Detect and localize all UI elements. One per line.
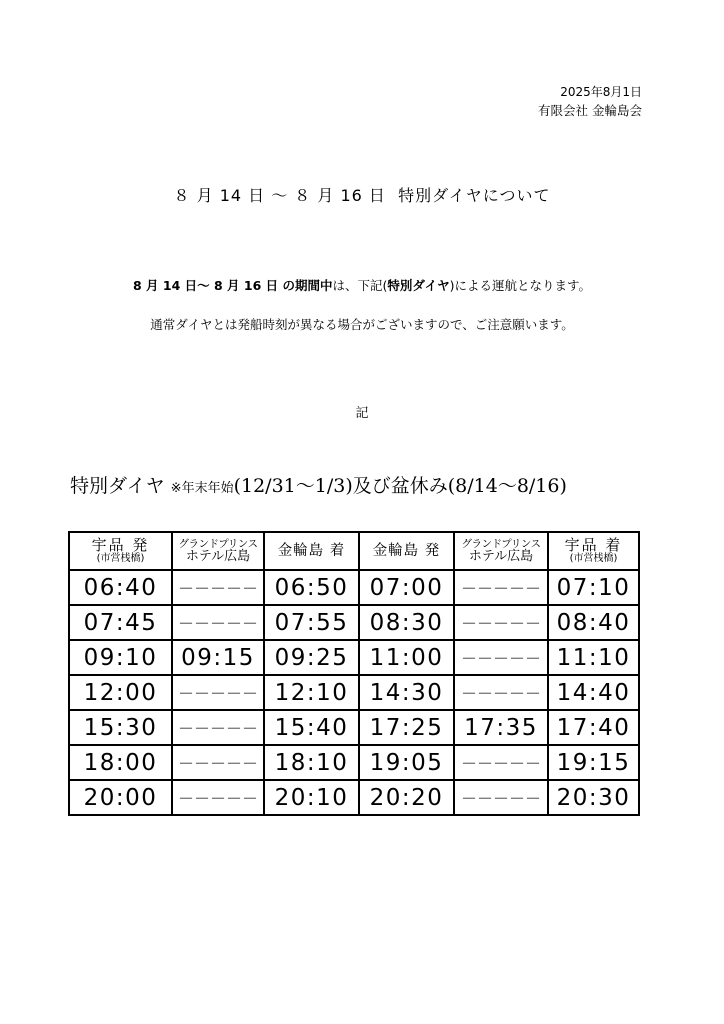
page-title: ８ 月 14 日 ～ ８ 月 16 日 特別ダイヤについて <box>173 186 551 205</box>
time-cell: 12:10 <box>264 675 359 710</box>
timetable <box>68 531 640 816</box>
time-cell: －－－－－ <box>454 640 548 675</box>
time-cell: －－－－－ <box>454 745 548 780</box>
time-cell: －－－－－ <box>454 780 548 815</box>
header-label: 宇品 発 <box>91 535 150 554</box>
time-cell: 18:10 <box>264 745 359 780</box>
time-cell: 07:55 <box>264 605 359 640</box>
header-label: 宇品 着 <box>564 535 623 554</box>
schedule-title-rest: (12/31～1/3)及び盆休み(8/14～8/16) <box>233 475 567 497</box>
table-row <box>69 780 639 815</box>
notice-text-a: は、下記( <box>332 278 388 293</box>
time-cell: 20:10 <box>264 780 359 815</box>
company-name: 有限会社 金輪島会 <box>538 103 642 118</box>
header-sublabel: ホテル広島 <box>468 548 534 564</box>
header-sublabel: ホテル広島 <box>185 548 251 564</box>
schedule-title-note: ※年末年始 <box>170 481 234 496</box>
time-cell: 15:40 <box>264 710 359 745</box>
notice-line-2: 通常ダイヤとは発船時刻が異なる場合がございますので、ご注意願います。 <box>150 317 574 332</box>
notice-period: 8 月 14 日～ 8 月 16 日 の期間中 <box>132 278 333 293</box>
table-row <box>69 745 639 780</box>
time-cell: 20:20 <box>359 780 454 815</box>
schedule-title <box>70 471 567 498</box>
time-cell: －－－－－ <box>454 570 548 605</box>
time-cell: －－－－－ <box>454 675 548 710</box>
time-cell: 09:25 <box>264 640 359 675</box>
time-cell: 09:15 <box>172 640 264 675</box>
header-label: 金輪島 着 <box>277 543 346 560</box>
header-hotel-out <box>172 532 264 570</box>
table-row <box>69 710 639 745</box>
notice-line-1 <box>0 276 724 294</box>
notice-special-schedule: 特別ダイヤ <box>387 278 450 293</box>
time-cell: 06:40 <box>69 570 172 605</box>
time-cell: 17:25 <box>359 710 454 745</box>
timetable-header-row <box>69 532 639 570</box>
notice-text-b: )による運航となります。 <box>449 278 592 293</box>
time-cell: －－－－－ <box>172 675 264 710</box>
time-cell: 19:15 <box>548 745 639 780</box>
header-sublabel: (市営桟橋) <box>569 552 618 564</box>
schedule-title-main: 特別ダイヤ <box>70 475 165 497</box>
time-cell: 19:05 <box>359 745 454 780</box>
header-ujina-depart <box>69 532 172 570</box>
time-cell: 11:00 <box>359 640 454 675</box>
time-cell: －－－－－ <box>172 745 264 780</box>
table-row <box>69 570 639 605</box>
time-cell: 07:00 <box>359 570 454 605</box>
time-cell: 07:10 <box>548 570 639 605</box>
time-cell: －－－－－ <box>172 605 264 640</box>
header-kanawa-depart <box>359 532 454 570</box>
time-cell: 08:30 <box>359 605 454 640</box>
time-cell: －－－－－ <box>172 570 264 605</box>
time-cell: 06:50 <box>264 570 359 605</box>
time-cell: 07:45 <box>69 605 172 640</box>
table-row <box>69 605 639 640</box>
time-cell: 20:00 <box>69 780 172 815</box>
time-cell: －－－－－ <box>454 605 548 640</box>
table-row <box>69 640 639 675</box>
time-cell: 17:35 <box>454 710 548 745</box>
document-date: 2025年8月1日 <box>560 85 642 99</box>
header-hotel-back <box>454 532 548 570</box>
time-cell: 12:00 <box>69 675 172 710</box>
table-row <box>69 675 639 710</box>
time-cell: 20:30 <box>548 780 639 815</box>
header-label: グランドプリンス <box>178 537 258 550</box>
time-cell: －－－－－ <box>172 710 264 745</box>
header-kanawa-arrive <box>264 532 359 570</box>
header-sublabel: (市営桟橋) <box>96 552 145 564</box>
ki-marker: 記 <box>355 406 369 421</box>
time-cell: 08:40 <box>548 605 639 640</box>
time-cell: 18:00 <box>69 745 172 780</box>
header-label: グランドプリンス <box>461 537 541 550</box>
time-cell: 17:40 <box>548 710 639 745</box>
time-cell: 09:10 <box>69 640 172 675</box>
time-cell: 14:40 <box>548 675 639 710</box>
time-cell: 11:10 <box>548 640 639 675</box>
header-label: 金輪島 発 <box>372 543 441 560</box>
time-cell: 15:30 <box>69 710 172 745</box>
header-ujina-arrive <box>548 532 639 570</box>
time-cell: －－－－－ <box>172 780 264 815</box>
time-cell: 14:30 <box>359 675 454 710</box>
